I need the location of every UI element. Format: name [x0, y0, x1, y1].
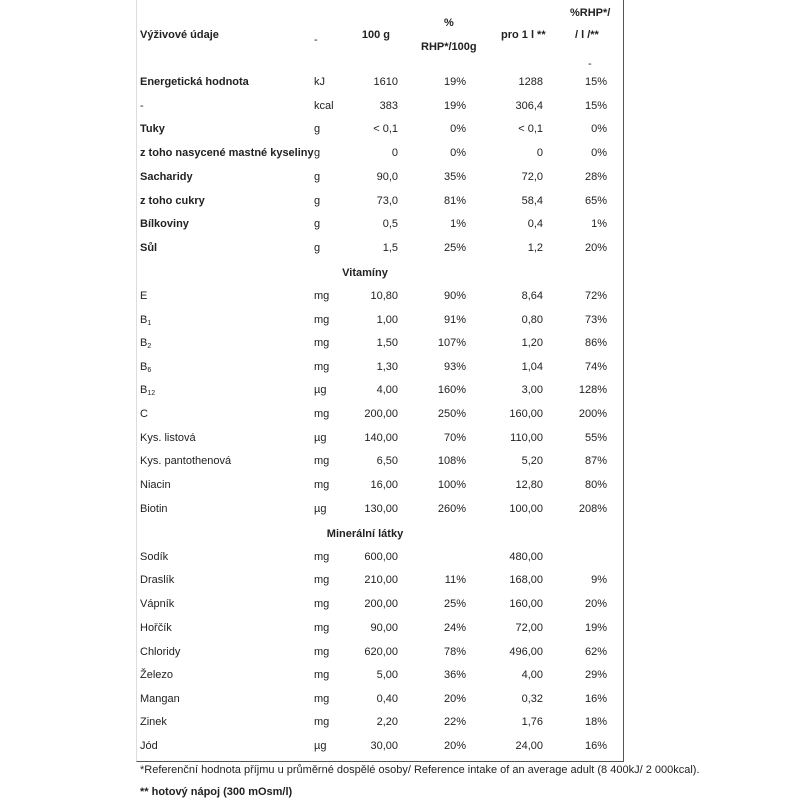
mineral-per-liter: 1,76: [521, 716, 543, 728]
basic-nutrient-rhp-per-liter: 28%: [584, 171, 607, 183]
basic-nutrient-per-liter: 58,4: [521, 195, 543, 207]
mineral-name: [140, 715, 167, 729]
basic-nutrient-unit: g: [314, 171, 321, 183]
mineral-rhp-per-100g: 25%: [443, 598, 466, 610]
mineral-rhp-per-100g: 78%: [443, 646, 466, 658]
footnote-reference-intake: *Referenční hodnota příjmu u průměrné dospělé osoby/ Reference intake of an average adult (8 400kJ/ 2 000kcal).: [140, 764, 700, 776]
vitamin-rhp-per-liter: 80%: [584, 479, 607, 491]
vitamin-per-liter: 110,00: [510, 432, 543, 444]
mineral-unit: mg: [314, 622, 330, 634]
nutrient-name: Chloridy: [140, 646, 181, 658]
basic-nutrient-rhp-per-100g: 25%: [443, 242, 466, 254]
basic-nutrient-rhp-per-liter: 1%: [591, 218, 607, 230]
mineral-unit: mg: [314, 693, 330, 705]
mineral-rhp-per-100g: 22%: [443, 716, 466, 728]
basic-nutrient-per-100g: 90,0: [376, 171, 398, 183]
vitamin-name: [140, 454, 231, 468]
vitamin-per-100g: 1,00: [376, 314, 398, 326]
mineral-per-liter: 4,00: [521, 669, 543, 681]
mineral-rhp-per-liter: 19%: [584, 622, 607, 634]
vitamin-unit: mg: [314, 290, 330, 302]
nutrient-name: B: [140, 384, 148, 396]
vitamin-rhp-per-liter: 200%: [578, 408, 607, 420]
basic-nutrient-per-liter: 72,0: [521, 171, 543, 183]
basic-nutrient-rhp-per-liter: 0%: [591, 123, 607, 135]
vitamin-rhp-per-liter: 208%: [578, 503, 607, 515]
vitamin-rhp-per-100g: 108%: [437, 455, 466, 467]
basic-nutrient-rhp-per-100g: 1%: [450, 218, 466, 230]
header-per-liter: pro 1 l **: [501, 29, 546, 41]
vitamin-per-100g: 1,50: [376, 337, 398, 349]
nutrient-name: Mangan: [140, 693, 180, 705]
mineral-name: [140, 597, 174, 611]
vitamin-name: [140, 407, 148, 421]
mineral-per-liter: 0,32: [521, 693, 543, 705]
nutrient-name: Kys. pantothenová: [140, 455, 232, 467]
vitamins-section-title: Vitamíny: [342, 267, 388, 279]
vitamin-unit: mg: [314, 455, 330, 467]
nutrient-name: Jód: [140, 740, 158, 752]
nutrient-subscript: 6: [147, 367, 152, 374]
basic-nutrient-name: [140, 194, 205, 208]
nutrient-name: z toho nasycené mastné kyseliny: [140, 147, 314, 159]
mineral-per-liter: 480,00: [509, 551, 543, 563]
mineral-rhp-per-100g: 20%: [443, 740, 466, 752]
vitamin-per-liter: 3,00: [521, 384, 543, 396]
mineral-rhp-per-100g: 11%: [444, 574, 466, 586]
nutrient-name: B: [140, 314, 148, 326]
mineral-per-100g: 600,00: [364, 551, 398, 563]
vitamin-rhp-per-liter: 128%: [578, 384, 607, 396]
basic-nutrient-unit: g: [314, 123, 321, 135]
mineral-rhp-per-liter: 29%: [584, 669, 607, 681]
basic-nutrient-rhp-per-100g: 0%: [450, 123, 466, 135]
basic-nutrient-rhp-per-liter: 15%: [584, 76, 607, 88]
nutrient-name: Niacin: [140, 479, 171, 491]
basic-nutrient-name: [140, 241, 157, 255]
vitamin-rhp-per-100g: 100%: [437, 479, 466, 491]
mineral-per-100g: 30,00: [370, 740, 398, 752]
nutrient-name: B: [140, 337, 148, 349]
mineral-per-liter: 496,00: [509, 646, 543, 658]
basic-nutrient-per-100g: 0: [391, 147, 398, 159]
vitamin-per-liter: 12,80: [515, 479, 543, 491]
vitamin-name: [140, 336, 151, 350]
nutrient-name: Bílkoviny: [140, 218, 189, 230]
basic-nutrient-rhp-per-liter: 15%: [584, 100, 607, 112]
vitamin-per-liter: 8,64: [521, 290, 543, 302]
nutrient-name: B: [140, 361, 148, 373]
mineral-per-liter: 160,00: [509, 598, 543, 610]
vitamin-rhp-per-100g: 90%: [443, 290, 466, 302]
vitamin-per-100g: 130,00: [364, 503, 398, 515]
basic-nutrient-name: [140, 170, 193, 184]
vitamin-unit: mg: [314, 479, 330, 491]
mineral-rhp-per-100g: 36%: [443, 669, 466, 681]
basic-nutrient-unit: g: [314, 195, 321, 207]
footnote-ready-drink: ** hotový nápoj (300 mOsm/l): [140, 786, 293, 798]
mineral-per-100g: 2,20: [376, 716, 398, 728]
header-per-100g: 100 g: [361, 29, 390, 41]
header-nutrition-facts: Výživové údaje: [140, 29, 219, 41]
vitamin-name: [140, 313, 151, 327]
mineral-unit: mg: [314, 646, 330, 658]
vitamin-rhp-per-liter: 73%: [584, 314, 607, 326]
basic-nutrient-per-liter: 1288: [518, 76, 543, 88]
mineral-per-liter: 72,00: [515, 622, 543, 634]
basic-nutrient-unit: g: [314, 147, 321, 159]
mineral-per-100g: 200,00: [364, 598, 398, 610]
header-rhp100-top: %: [444, 17, 454, 29]
vitamin-unit: mg: [314, 361, 330, 373]
basic-nutrient-rhp-per-100g: 35%: [443, 171, 466, 183]
vitamin-rhp-per-100g: 107%: [437, 337, 466, 349]
nutrient-name: Vápník: [140, 598, 175, 610]
basic-nutrient-unit: g: [314, 218, 321, 230]
basic-nutrient-per-liter: 1,2: [527, 242, 543, 254]
mineral-per-liter: 24,00: [515, 740, 543, 752]
nutrient-name: Zinek: [140, 716, 167, 728]
basic-nutrient-per-100g: 1,5: [382, 242, 398, 254]
vitamin-name: [140, 478, 171, 492]
header-rhp-liter-bottom: -: [588, 58, 592, 70]
vitamin-rhp-per-100g: 250%: [437, 408, 466, 420]
mineral-name: [140, 739, 158, 753]
mineral-unit: mg: [314, 551, 330, 563]
mineral-name: [140, 692, 180, 706]
basic-nutrient-per-liter: < 0,1: [518, 123, 543, 135]
mineral-per-liter: 168,00: [509, 574, 543, 586]
header-rhp100-bottom: RHP*/100g: [421, 41, 477, 53]
vitamin-per-100g: 200,00: [364, 408, 398, 420]
nutrient-name: E: [140, 290, 148, 302]
vitamin-name: [140, 360, 151, 374]
vitamin-rhp-per-liter: 55%: [584, 432, 607, 444]
basic-nutrient-rhp-per-liter: 0%: [591, 147, 607, 159]
vitamin-rhp-per-liter: 72%: [584, 290, 607, 302]
nutrient-subscript: 2: [147, 343, 152, 350]
nutrient-name: Biotin: [140, 503, 168, 515]
vitamin-unit: µg: [314, 503, 327, 515]
vitamin-per-liter: 1,20: [521, 337, 543, 349]
vitamin-rhp-per-100g: 93%: [443, 361, 466, 373]
basic-nutrient-rhp-per-liter: 65%: [584, 195, 607, 207]
mineral-per-100g: 5,00: [376, 669, 398, 681]
basic-nutrient-name: [140, 217, 189, 231]
vitamin-unit: mg: [314, 337, 330, 349]
vitamin-per-liter: 160,00: [509, 408, 543, 420]
vitamin-unit: mg: [314, 408, 330, 420]
basic-nutrient-name: [140, 99, 144, 113]
nutrient-name: Hořčík: [140, 622, 172, 634]
header-rhp-liter-top: %RHP*/: [570, 7, 611, 19]
basic-nutrient-rhp-per-100g: 19%: [443, 76, 466, 88]
vitamin-per-100g: 6,50: [376, 455, 398, 467]
vitamin-rhp-per-liter: 86%: [584, 337, 607, 349]
nutrient-name: Tuky: [140, 123, 165, 135]
vitamin-name: [140, 383, 155, 397]
mineral-rhp-per-liter: 16%: [584, 740, 607, 752]
basic-nutrient-per-liter: 0: [536, 147, 543, 159]
basic-nutrient-name: [140, 122, 165, 136]
mineral-name: [140, 621, 172, 635]
mineral-unit: µg: [314, 740, 327, 752]
basic-nutrient-per-100g: 0,5: [382, 218, 398, 230]
mineral-name: [140, 668, 173, 682]
vitamin-unit: mg: [314, 314, 330, 326]
vitamin-name: [140, 289, 147, 303]
vitamin-name: [140, 502, 168, 516]
nutrient-name: Sodík: [140, 551, 169, 563]
header-unit: -: [314, 34, 318, 46]
basic-nutrient-per-100g: < 0,1: [373, 123, 398, 135]
header-rhp-liter-mid: / l /**: [575, 29, 599, 41]
vitamin-per-liter: 0,80: [521, 314, 543, 326]
nutrient-name: -: [140, 100, 144, 112]
basic-nutrient-per-100g: 383: [379, 100, 398, 112]
mineral-rhp-per-liter: 62%: [584, 646, 607, 658]
minerals-section-title: Minerální látky: [326, 528, 404, 540]
basic-nutrient-unit: kcal: [314, 100, 334, 112]
mineral-rhp-per-liter: 18%: [584, 716, 607, 728]
mineral-per-100g: 90,00: [370, 622, 398, 634]
mineral-per-100g: 620,00: [364, 646, 398, 658]
vitamin-rhp-per-100g: 91%: [443, 314, 466, 326]
vitamin-rhp-per-liter: 87%: [584, 455, 607, 467]
basic-nutrient-per-liter: 306,4: [515, 100, 543, 112]
vitamin-unit: µg: [314, 432, 327, 444]
basic-nutrient-rhp-per-100g: 19%: [443, 100, 466, 112]
vitamin-name: [140, 431, 196, 445]
mineral-name: [140, 645, 180, 659]
basic-nutrient-per-liter: 0,4: [527, 218, 543, 230]
mineral-per-100g: 0,40: [376, 693, 398, 705]
nutrient-name: Kys. listová: [140, 432, 196, 444]
mineral-name: [140, 550, 168, 564]
vitamin-rhp-per-100g: 260%: [437, 503, 466, 515]
mineral-unit: mg: [314, 716, 330, 728]
mineral-name: [140, 573, 174, 587]
basic-nutrient-rhp-per-liter: 20%: [584, 242, 607, 254]
mineral-unit: mg: [314, 669, 330, 681]
nutrient-name: Sůl: [140, 242, 158, 254]
basic-nutrient-per-100g: 73,0: [376, 195, 398, 207]
nutrient-name: z toho cukry: [140, 195, 205, 207]
vitamin-per-liter: 5,20: [521, 455, 543, 467]
nutrient-name: Železo: [140, 669, 174, 681]
vitamin-per-liter: 1,04: [521, 361, 543, 373]
mineral-rhp-per-liter: 20%: [584, 598, 607, 610]
basic-nutrient-rhp-per-100g: 81%: [443, 195, 466, 207]
vitamin-rhp-per-100g: 70%: [443, 432, 466, 444]
vitamin-per-100g: 10,80: [370, 290, 398, 302]
vitamin-rhp-per-100g: 160%: [437, 384, 466, 396]
basic-nutrient-per-100g: 1610: [373, 76, 398, 88]
vitamin-per-liter: 100,00: [509, 503, 543, 515]
mineral-rhp-per-100g: 24%: [443, 622, 466, 634]
vitamin-rhp-per-liter: 74%: [584, 361, 607, 373]
mineral-rhp-per-liter: 16%: [584, 693, 607, 705]
basic-nutrient-rhp-per-100g: 0%: [450, 147, 466, 159]
vitamin-per-100g: 16,00: [370, 479, 398, 491]
vitamin-per-100g: 4,00: [376, 384, 398, 396]
mineral-per-100g: 210,00: [364, 574, 398, 586]
mineral-unit: mg: [314, 598, 330, 610]
nutrient-name: Sacharidy: [140, 171, 193, 183]
basic-nutrient-unit: g: [314, 242, 321, 254]
basic-nutrient-name: [140, 146, 314, 160]
vitamin-unit: µg: [314, 384, 327, 396]
nutrient-subscript: 12: [147, 390, 156, 397]
nutrient-name: C: [140, 408, 148, 420]
mineral-unit: mg: [314, 574, 330, 586]
vitamin-per-100g: 1,30: [376, 361, 398, 373]
nutrient-name: Energetická hodnota: [140, 76, 249, 88]
basic-nutrient-name: [140, 75, 249, 89]
nutrient-name: Draslík: [140, 574, 175, 586]
mineral-rhp-per-liter: 9%: [591, 574, 607, 586]
mineral-rhp-per-100g: 20%: [443, 693, 466, 705]
nutrient-subscript: 1: [147, 320, 152, 327]
vitamin-per-100g: 140,00: [364, 432, 398, 444]
basic-nutrient-unit: kJ: [314, 76, 325, 88]
